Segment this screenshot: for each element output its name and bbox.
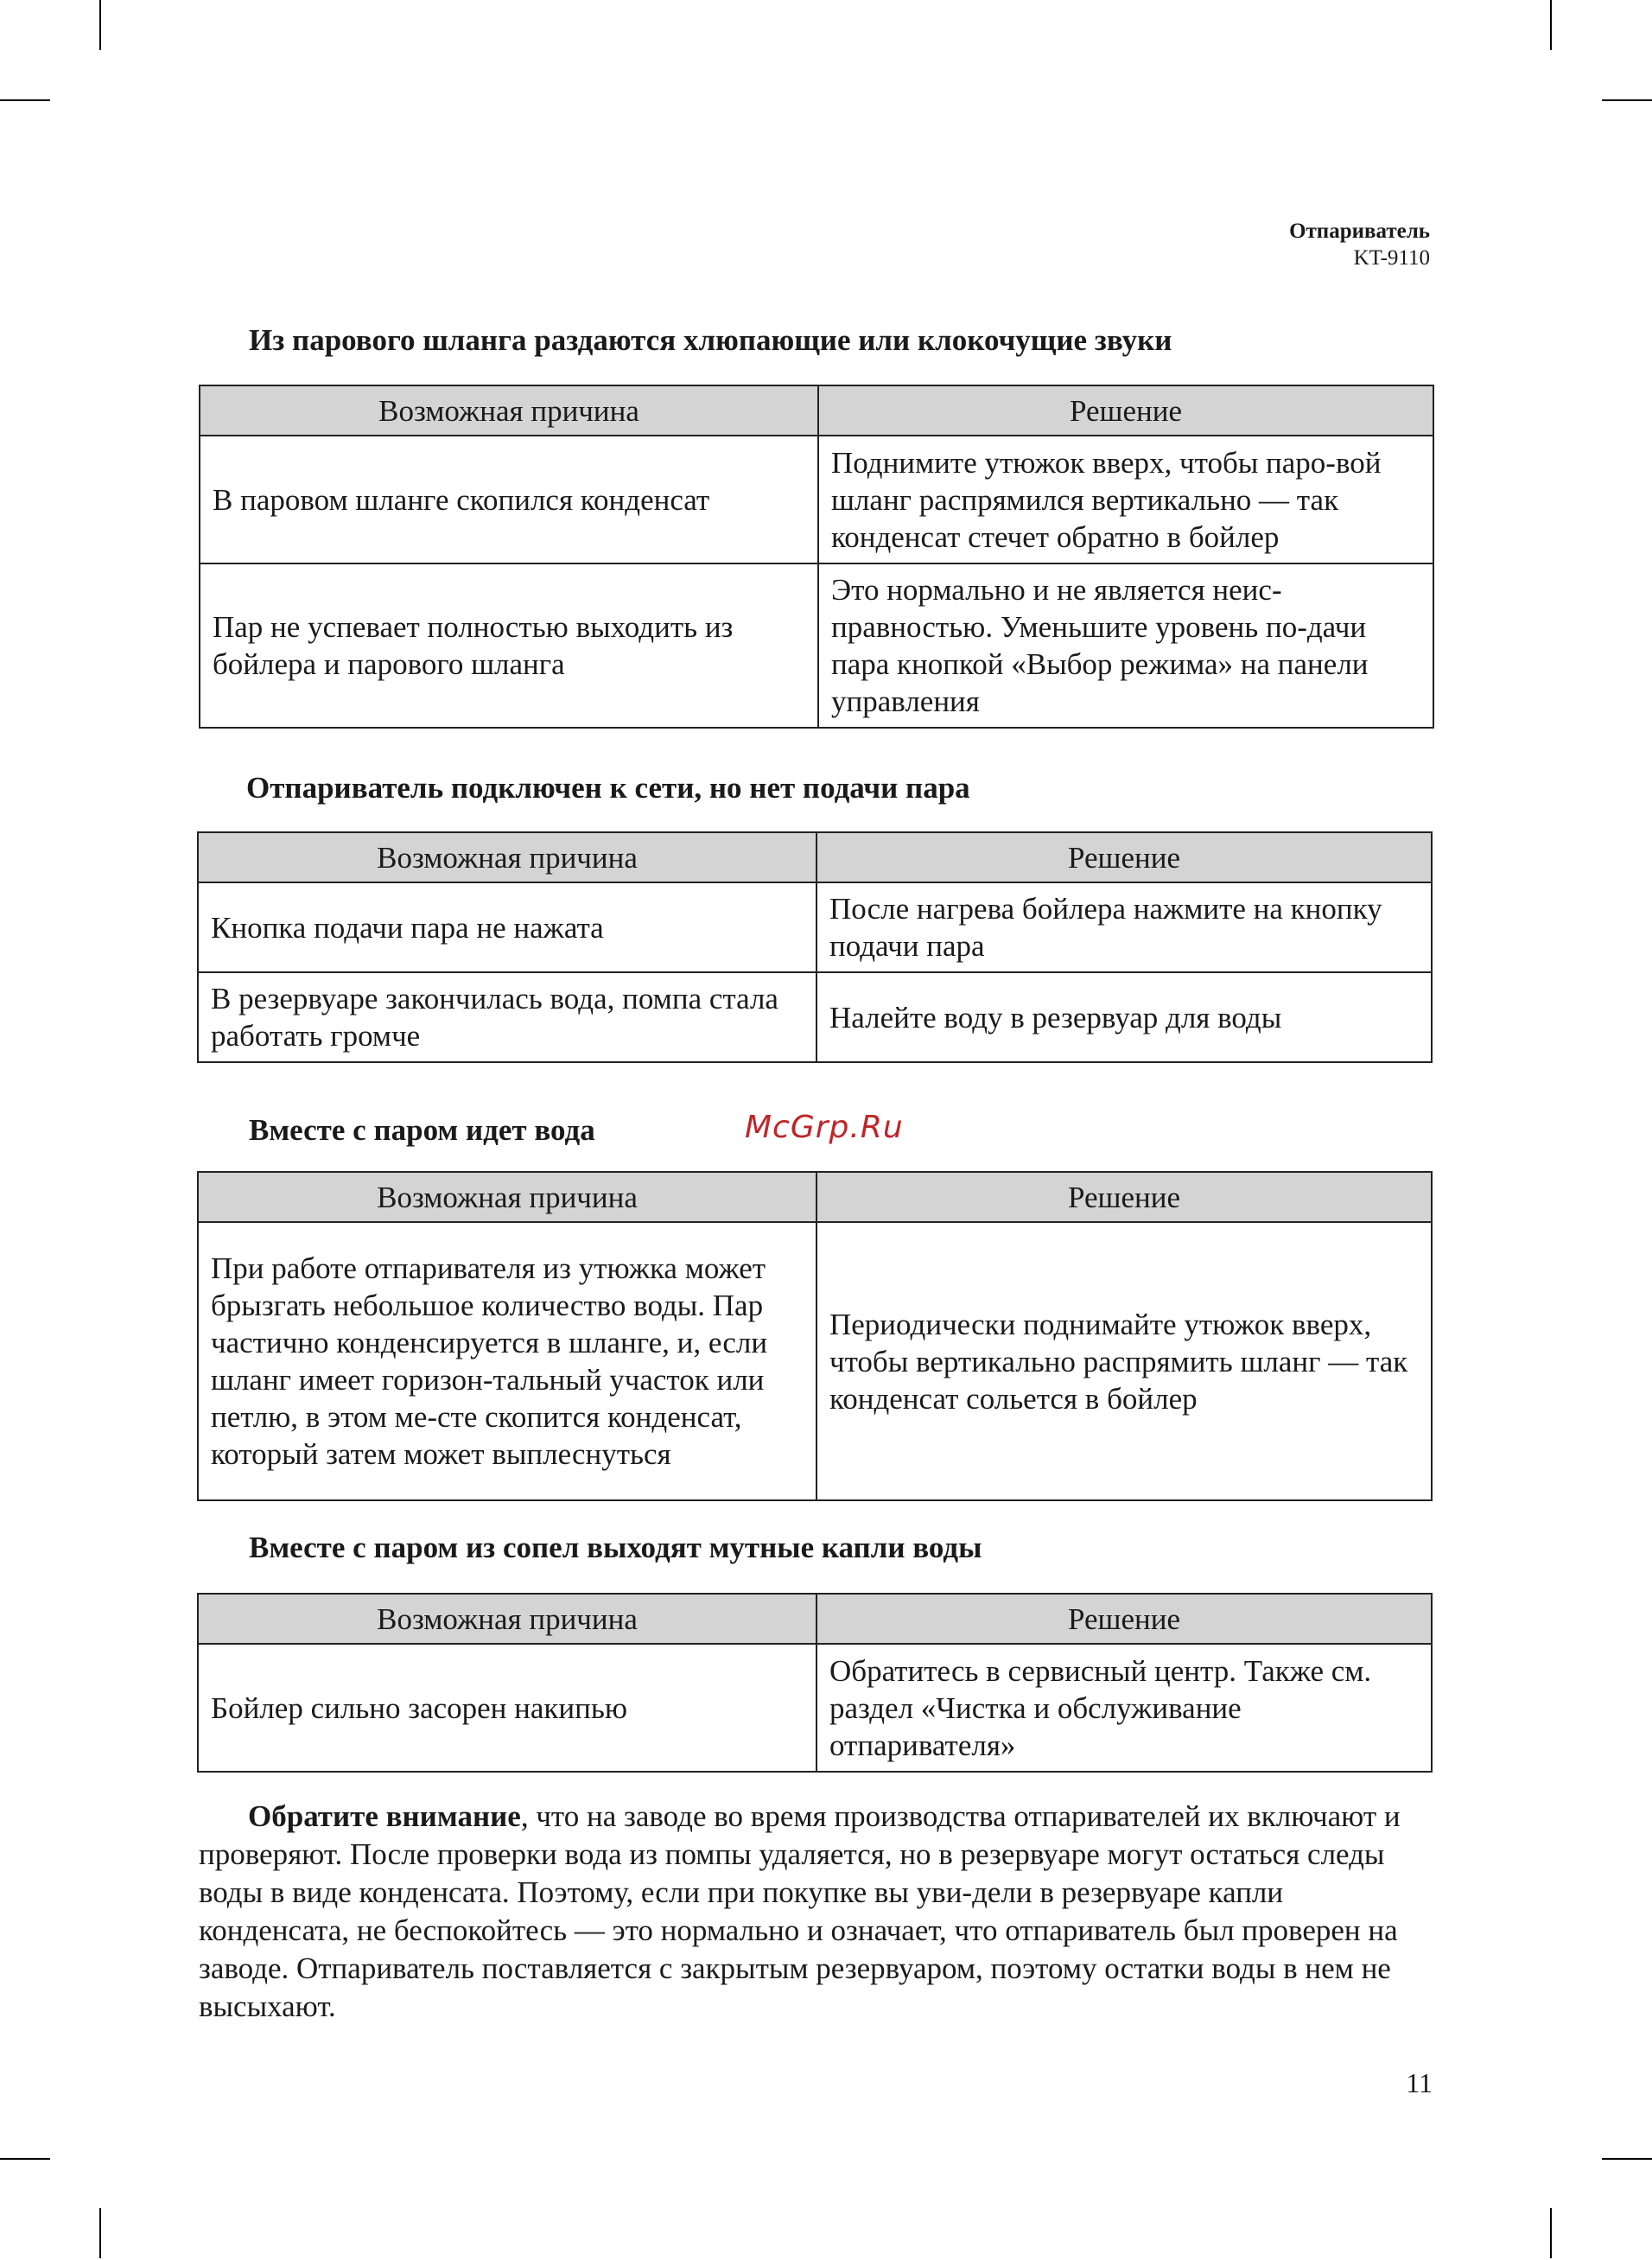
solution-cell: Налейте воду в резервуар для воды (816, 972, 1432, 1062)
crop-mark (1550, 0, 1552, 50)
table-row (198, 882, 1432, 972)
table-row (200, 436, 1433, 563)
solution-cell: Поднимите утюжок вверх, чтобы паро-вой шланг распрямился вертикально — так конденсат стечет обратно в бойлер (818, 436, 1433, 563)
table-row (198, 972, 1432, 1062)
cause-cell: При работе отпаривателя из утюжка может брызгать небольшое количество воды. Пар частично конденсируется в шланге, и, если шланг имеет горизон-тальный участок или петлю, в этом ме-сте скопится конденсат, который затем может выплеснуться (198, 1222, 816, 1500)
model-number: KT-9110 (1353, 246, 1430, 270)
solution-cell: Обратитесь в сервисный центр. Также см. раздел «Чистка и обслуживание отпаривателя» (816, 1644, 1432, 1772)
troubleshooting-table (197, 831, 1433, 1063)
crop-mark (1602, 99, 1652, 101)
cause-header: Возможная причина (198, 1594, 816, 1644)
solution-cell: Это нормально и не является неис-правностью. Уменьшите уровень по-дачи пара кнопкой «Выбор режима» на панели управления (818, 563, 1433, 728)
cause-cell: Пар не успевает полностью выходить из бойлера и парового шланга (200, 563, 818, 728)
section-title: Отпариватель подключен к сети, но нет подачи пара (246, 771, 970, 805)
table-header-row (200, 385, 1433, 436)
running-head (1289, 218, 1430, 271)
table-row (198, 1644, 1432, 1772)
crop-mark (1550, 2208, 1552, 2258)
cause-header: Возможная причина (200, 385, 818, 436)
table-header-row (198, 1172, 1432, 1222)
table-header-row (198, 1594, 1432, 1644)
cause-header: Возможная причина (198, 1172, 816, 1222)
troubleshooting-table (197, 1171, 1433, 1501)
crop-mark (99, 2208, 101, 2258)
solution-header: Решение (816, 1594, 1432, 1644)
troubleshooting-table (199, 385, 1434, 729)
product-name: Отпариватель (1289, 220, 1430, 243)
solution-header: Решение (816, 832, 1432, 882)
cause-cell: В паровом шланге скопился конденсат (200, 436, 818, 563)
cause-header: Возможная причина (198, 832, 816, 882)
attention-note (199, 1798, 1434, 2026)
solution-cell: Периодически поднимайте утюжок вверх, чтобы вертикально распрямить шланг — так конденсат сольется в бойлер (816, 1222, 1432, 1500)
crop-mark (0, 2158, 50, 2160)
solution-header: Решение (816, 1172, 1432, 1222)
cause-cell: Бойлер сильно засорен накипью (198, 1644, 816, 1772)
cause-cell: В резервуаре закончилась вода, помпа стала работать громче (198, 972, 816, 1062)
crop-mark (1602, 2158, 1652, 2160)
section-title: Вместе с паром из сопел выходят мутные капли воды (249, 1531, 982, 1564)
section-title: Вместе с паром идет вода (249, 1113, 595, 1147)
crop-mark (0, 99, 50, 101)
table-row (198, 1222, 1432, 1500)
solution-header: Решение (818, 385, 1433, 436)
troubleshooting-table (197, 1593, 1433, 1773)
table-header-row (198, 832, 1432, 882)
watermark: McGrp.Ru (745, 1110, 904, 1145)
crop-mark (99, 0, 101, 50)
table-row (200, 563, 1433, 728)
note-text: , что на заводе во время производства отпаривателей их включают и проверяют. После проверки вода из помпы удаляется, но в резервуаре могут остаться следы воды в виде конденсата. Поэтому, если при покупке вы уви-дели в резервуаре капли конденсата, не беспокойтесь — это нормально и означает, что отпариватель был проверен на заводе. Отпариватель поставляется с закрытым резервуаром, поэтому остатки воды в нем не высыхают. (199, 1799, 1401, 2023)
note-lead: Обратите внимание (248, 1799, 521, 1833)
page-number: 11 (1406, 2067, 1433, 2098)
cause-cell: Кнопка подачи пара не нажата (198, 882, 816, 972)
solution-cell: После нагрева бойлера нажмите на кнопку подачи пара (816, 882, 1432, 972)
section-title: Из парового шланга раздаются хлюпающие или клокочущие звуки (249, 323, 1172, 357)
